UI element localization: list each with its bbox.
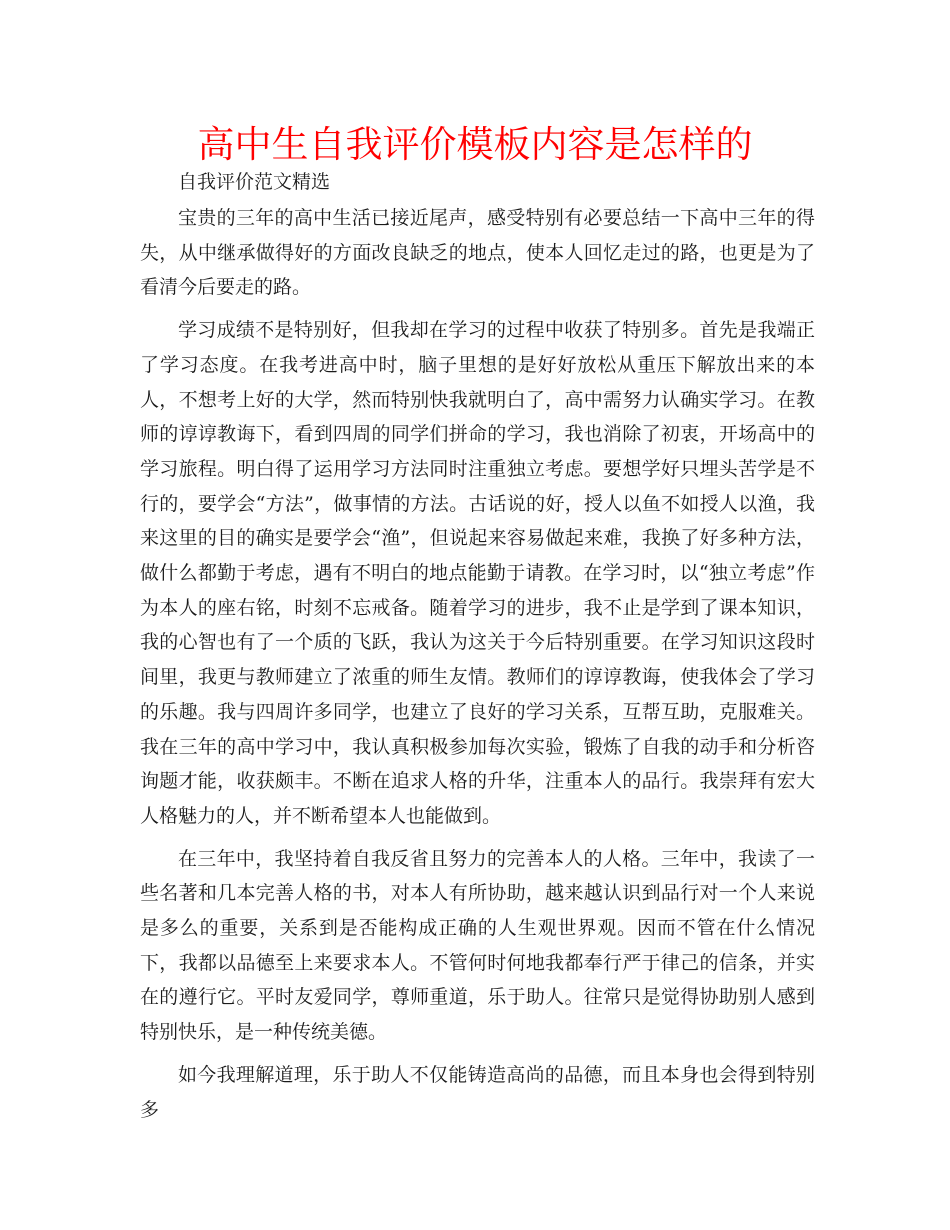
paragraph-2: 学习成绩不是特别好，但我却在学习的过程中收获了特别多。首先是我端正了学习态度。在我考进高中时，脑子里想的是好好放松从重压下解放出来的本人，不想考上好的大学，然而特别快我就明白了，高中需努力认确实学习。在教师的谆谆教诲下，看到四周的同学们拼命的学习，我也消除了初衷，开场高中的学习旅程。明白得了运用学习方法同时注重独立考虑。要想学好只埋头苦学是不行的，要学会“方法”，做事情的方法。古话说的好，授人以鱼不如授人以渔，我来这里的目的确实是要学会“渔”，但说起来容易做起来难，我换了好多种方法，做什么都勤于考虑，遇有不明白的地点能勤于请教。在学习时，以“独立考虑”作为本人的座右铭，时刻不忘戒备。随着学习的进步，我不止是学到了课本知识，我的心智也有了一个质的飞跃，我认为这关于今后特别重要。在学习知识这段时间里，我更与教师建立了浓重的师生友情。教师们的谆谆教诲，使我体会了学习的乐趣。我与四周许多同学，也建立了良好的学习关系，互帮互助，克服难关。我在三年的高中学习中，我认真积极参加每次实验，锻炼了自我的动手和分析咨询题才能，收获颇丰。不断在追求人格的升华，注重本人的品行。我崇拜有宏大人格魅力的人，并不断希望本人也能做到。	[140, 319, 815, 827]
paragraph-3: 在三年中，我坚持着自我反省且努力的完善本人的人格。三年中，我读了一些名著和几本完善人格的书，对本人有所协助，越来越认识到品行对一个人来说是多么的重要，关系到是否能构成正确的人生观世界观。因而不管在什么情况下，我都以品德至上来要求本人。不管何时何地我都奉行严于律己的信条，并实在的遵行它。平时友爱同学，尊师重道，乐于助人。往常只是觉得协助别人感到特别快乐，是一种传统美德。	[140, 847, 815, 1044]
document-subtitle: 自我评价范文精选	[178, 171, 331, 193]
document-body	[140, 170, 815, 1127]
paragraph-4: 如今我理解道理，乐于助人不仅能铸造高尚的品德，而且本身也会得到特别多	[140, 1063, 815, 1121]
document-title: 高中生自我评价模板内容是怎样的	[197, 123, 753, 166]
paragraph-1: 宝贵的三年的高中生活已接近尾声，感受特别有必要总结一下高中三年的得失，从中继承做得好的方面改良缺乏的地点，使本人回忆走过的路，也更是为了看清今后要走的路。	[140, 207, 815, 299]
